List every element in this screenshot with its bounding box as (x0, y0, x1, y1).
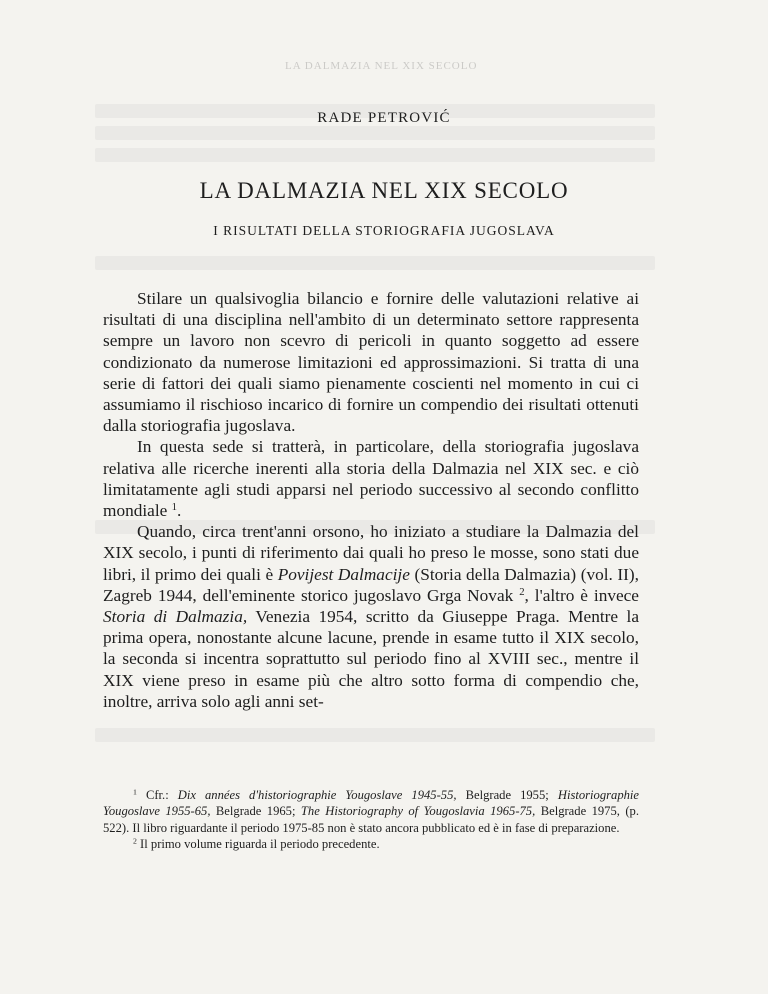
book-title: Storia di Dalmazia, (103, 607, 248, 627)
article-subtitle: I RISULTATI DELLA STORIOGRAFIA JUGOSLAVA (213, 223, 555, 238)
footnote-1: $^1$ Cfr.: Dix années d'historiographie Yougoslave 1945-55, Belgrade 1955; Historiographie Yougoslave 1955-65, Belgrade 1965; The Historiography of Yougoslavia 1965-75, Belgrade 1975, (p. 522). Il libro riguardante il periodo 1975-85 non è stato ancora pubblicato ed è in fase di preparazione. (103, 787, 640, 835)
article-title: LA DALMAZIA NEL XIX SECOLO (199, 178, 569, 203)
paragraph: Quando, circa trent'anni orsono, ho iniziato a studiare la Dalmazia del XIX secolo, i punti di riferimento dai quali ho preso le mosse, sono stati due libri, il primo dei quali è Povijest Dalmacije (Storia della Dalmazia) (vol. II), Zagreb 1944, dell'eminente storico jugoslavo Grga Novak $^2$, l'altro è invece Storia di Dalmazia, Venezia 1954, scritto da Giuseppe Praga. Mentre la prima opera, nonostante alcune lacune, prende in esame tutto il XIX secolo, la seconda si incentra soprattutto sul periodo fino al XVIII sec., mentre il XIX viene preso in esame più che altro sotto forma di compendio che, inoltre, arriva solo agli anni set- (103, 522, 640, 711)
body-text (103, 288, 639, 712)
footnote-ref: 1 (171, 501, 177, 514)
bleed-through (95, 256, 655, 270)
bleed-through (95, 126, 655, 140)
running-head: LA DALMAZIA NEL XIX SECOLO (285, 60, 478, 72)
footnote-ref: 2 (519, 585, 525, 598)
author-name: RADE PETROVIĆ (317, 110, 451, 126)
footnotes (103, 787, 639, 853)
footnote-2: $^2$ Il primo volume riguarda il periodo precedente. (133, 836, 380, 852)
footnote-mark: 2 (133, 836, 137, 846)
paragraph: Stilare un qualsivoglia bilancio e fornire delle valutazioni relative ai risultati di una disciplina nell'ambito di un determinato settore rappresenta sempre un lavoro non scevro di pericoli in quanto soggetto ad essere condizionato da numerose limitazioni ed approssimazioni. Si tratta di una serie di fattori dei quali siamo pienamente coscienti nel momento in cui ci assumiamo il rischioso incarico di fornire un compendio dei risultati ottenuti dalla storiografia jugoslava. (103, 289, 639, 436)
paragraph: In questa sede si tratterà, in particolare, della storiografia jugoslava relativa alle ricerche inerenti alla storia della Dalmazia nel XIX sec. e ciò limitatamente agli studi apparsi nel periodo successivo al secondo conflitto mondiale $^1$. (103, 437, 639, 521)
bleed-through (95, 148, 655, 162)
footnote-mark: 1 (133, 787, 137, 797)
book-title: Povijest Dalmacije (277, 564, 410, 584)
bleed-through (95, 728, 655, 742)
